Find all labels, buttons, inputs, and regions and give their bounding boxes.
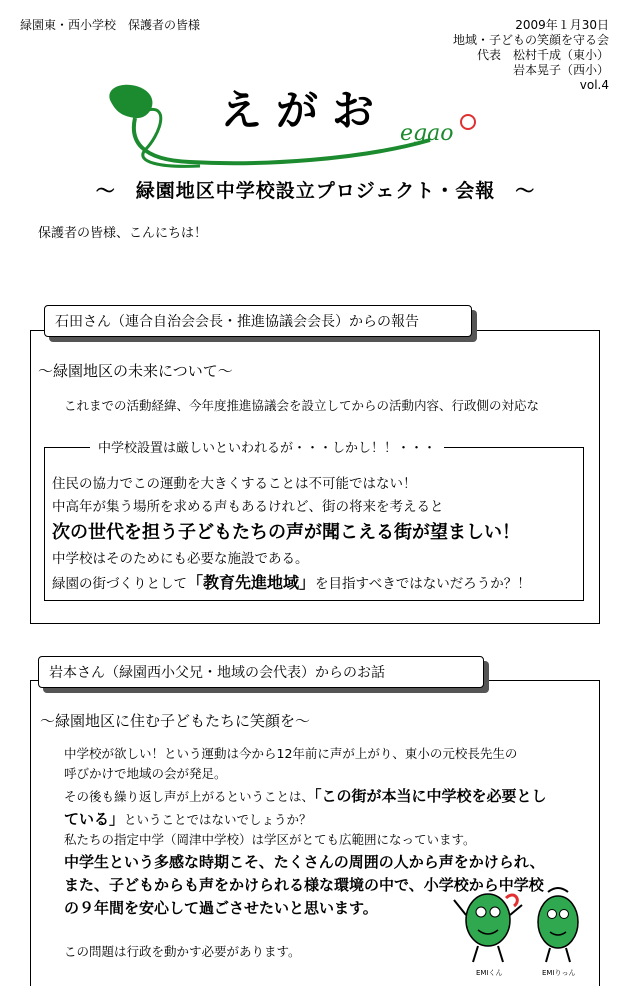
addressee: 緑園東・西小学校 保護者の皆様: [20, 18, 201, 32]
para-3: [64, 785, 547, 806]
para-8: の９年間を安心して過ごさせたいと思います。: [64, 899, 378, 917]
egao-logo: [100, 80, 520, 175]
line-5c: を目指すべきではないだろうか？！: [315, 576, 531, 592]
section1-subheading: ～緑園地区の未来について～: [38, 362, 233, 380]
inner-heading: 中学校設置は厳しいといわれるが・・・しかし！！・・・: [90, 437, 444, 456]
logo-title: えがお: [220, 86, 389, 135]
representative-2: 岩本晃子（西小）: [512, 63, 609, 77]
para-4: [64, 808, 312, 829]
para-4b: ということではないでしょうか？: [124, 812, 312, 827]
para-6: 中学生という多感な時期こそ、たくさんの周囲の人から声をかけられ、: [64, 853, 545, 871]
section2-subheading: ～緑園地区に住む子どもたちに笑顔を～: [40, 712, 311, 730]
organization: 地域・子どもの笑顔を守る会: [452, 33, 609, 47]
section1-tab: 石田さん（連合自治会会長・推進協議会会長）からの報告: [44, 305, 472, 337]
date: 2009年１月30日: [515, 18, 609, 32]
para-7: また、子どもからも声をかけられる様な環境の中で、小学校から中学校: [64, 876, 544, 894]
line-5a: 緑園の街づくりとして: [52, 576, 187, 592]
para-5: 私たちの指定中学（岡津中学校）は学区がとても広範囲になっています。: [64, 832, 476, 847]
para-4a: ている」: [64, 810, 125, 828]
newsletter-title: ～ 緑園地区中学校設立プロジェクト・会報 ～: [95, 180, 536, 202]
line-5b: 「教育先進地域」: [187, 573, 316, 592]
mascot-right-icon: [538, 888, 578, 962]
para-3b: 「この街が本当に中学校を必要とし: [314, 787, 547, 805]
para-1: 中学校が欲しい！という運動は今から12年前に声が上がり、東小の元校長先生の: [64, 746, 518, 761]
para-3a: その後も繰り返し声が上がるということは、: [64, 789, 315, 804]
section2-tab: 岩本さん（緑園西小父兄・地域の会代表）からのお話: [38, 656, 484, 688]
logo-script: egao: [400, 121, 454, 146]
mascots: [448, 880, 598, 980]
line-1: 住民の協力でこの運動を大きくすることは不可能ではない！: [52, 476, 417, 492]
logo-leaf-icon: [109, 85, 152, 118]
mascot-left-icon: [454, 894, 522, 962]
mascot-right-label: EMIりっん: [542, 969, 576, 977]
representative-1: 代表 松村千成（東小）: [476, 48, 609, 62]
line-3: 次の世代を担う子どもたちの声が聞こえる街が望ましい！: [52, 522, 520, 543]
section1-intro: これまでの活動経緯、今年度推進協議会を設立してからの活動内容、行政側の対応な: [64, 398, 540, 413]
para-9: この問題は行政を動かす必要があります。: [64, 944, 301, 959]
line-4: 中学校はそのためにも必要な施設である。: [52, 551, 309, 567]
greeting: 保護者の皆様、こんにちは！: [38, 226, 208, 241]
line-5: [52, 570, 531, 593]
para-2: 呼びかけで地域の会が発足。: [64, 766, 227, 781]
mascot-left-label: EMIくん: [476, 969, 503, 977]
line-2: 中高年が集う場所を求める声もあるけれど、街の将来を考えると: [52, 499, 444, 515]
volume: vol.4: [579, 78, 609, 92]
